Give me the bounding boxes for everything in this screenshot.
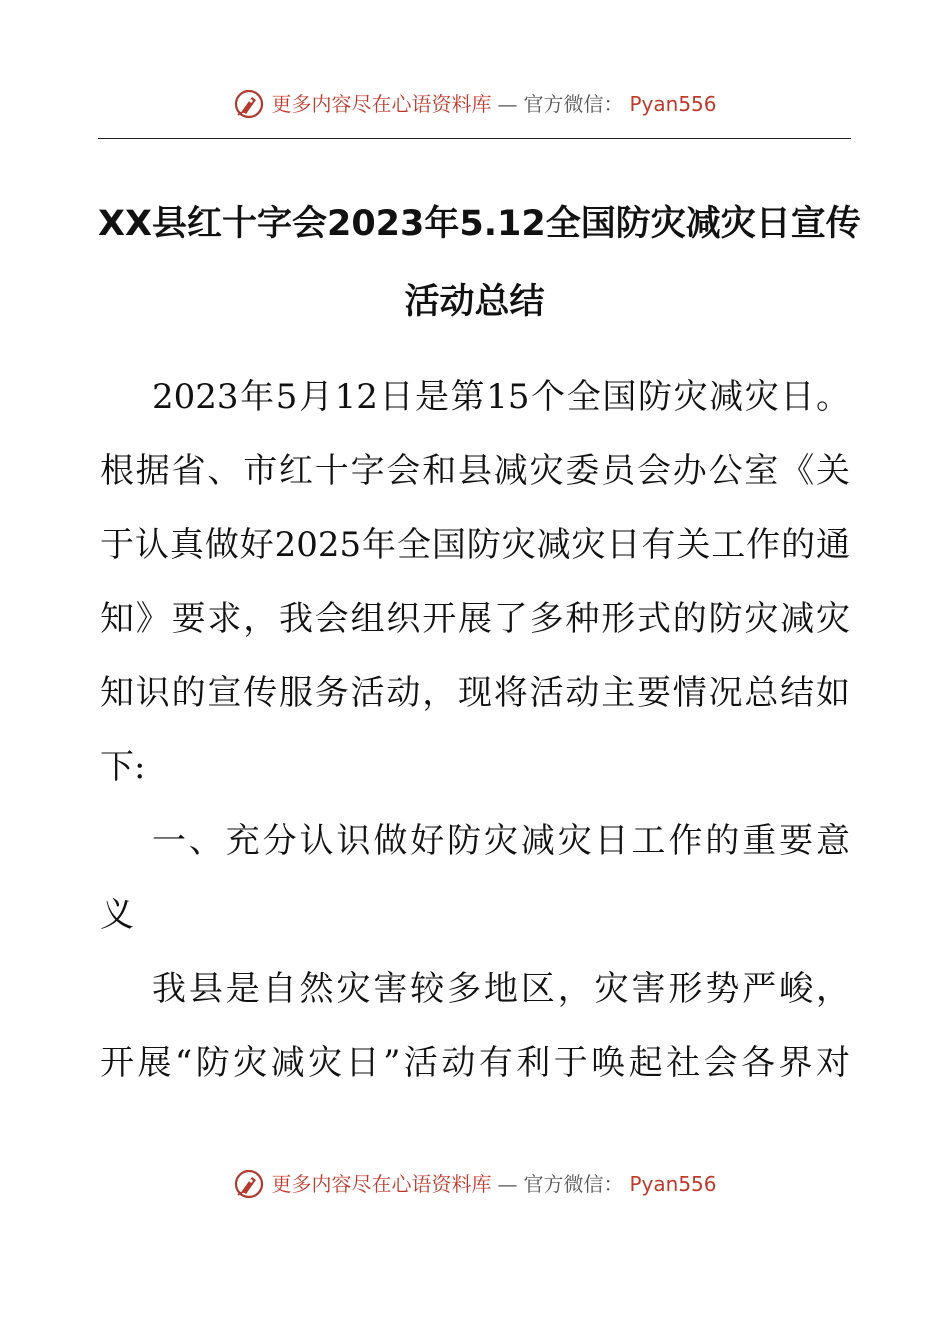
header-rule [98,138,851,139]
body-line: 我县是自然灾害较多地区，灾害形势严峻， [152,969,850,1009]
banner-dash: — [497,1172,518,1196]
body-line: 2023年5月12日是第15个全国防灾减灾日。 [152,377,850,417]
body-line: 根据省、市红十字会和县减灾委员会办公室《关 [100,451,850,491]
banner-label: 官方微信： [523,92,624,116]
header-banner [0,88,950,120]
title-line-2: 活动总结 [404,282,545,322]
banner-wechat-id: Pyan556 [629,92,717,116]
banner-wechat-id: Pyan556 [629,1172,717,1196]
pen-nib-logo-icon [233,88,265,120]
section-heading-line: 一、充分认识做好防灾减灾日工作的重要意 [152,821,850,861]
title-line-1: XX县红十字会2023年5.12全国防灾减灾日宣传 [98,204,861,244]
banner-main-text: 更多内容尽在心语资料库 [271,92,492,116]
body-line: 开展“防灾减灾日”活动有利于唤起社会各界对 [100,1043,850,1083]
banner-label: 官方微信： [523,1172,624,1196]
footer-banner [0,1168,950,1200]
document-title [98,185,861,341]
body-line: 下: [100,747,146,787]
pen-nib-logo-icon [233,1168,265,1200]
body-line: 于认真做好2025年全国防灾减灾日有关工作的通 [100,525,850,565]
section-heading-line: 义 [100,895,134,935]
body-line: 知识的宣传服务活动，现将活动主要情况总结如 [100,673,850,713]
body-line: 知》要求，我会组织开展了多种形式的防灾减灾 [100,599,850,639]
banner-main-text: 更多内容尽在心语资料库 [271,1172,492,1196]
document-body [100,360,850,1100]
banner-dash: — [497,92,518,116]
